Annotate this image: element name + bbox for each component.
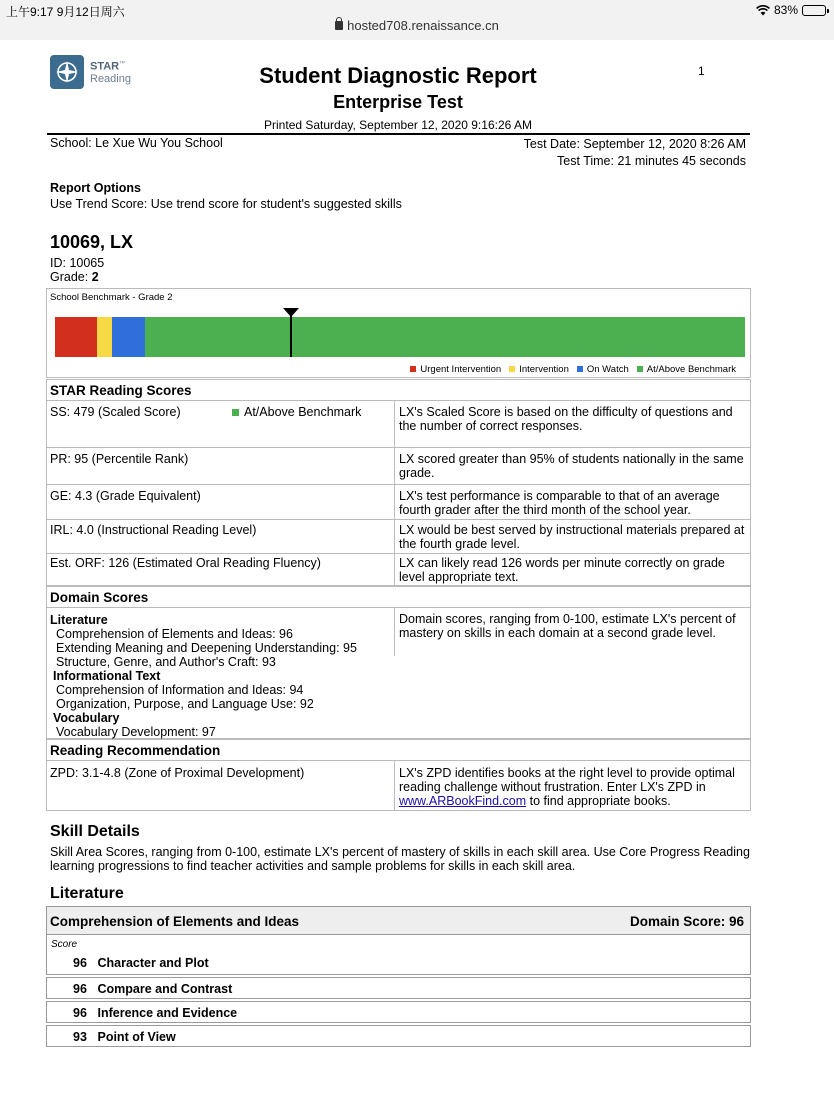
percentile-row (46, 447, 751, 485)
logo-brand: STAR (90, 60, 120, 73)
printed-date: Printed Saturday, September 12, 2020 9:16:26 AM (264, 118, 532, 132)
benchmark-segment (55, 317, 97, 357)
benchmark-segment (112, 317, 145, 357)
skill-name: Inference and Evidence (97, 1006, 238, 1020)
orf-desc: LX can likely read 126 words per minute correctly on grade level appropriate text. (394, 554, 751, 585)
legend-swatch-icon (577, 366, 583, 372)
zpd-desc (394, 761, 751, 810)
score-marker-icon (283, 308, 299, 317)
reading-recommendation-heading: Reading Recommendation (46, 739, 751, 761)
skill-name: Compare and Contrast (97, 982, 233, 996)
legend-swatch-icon (637, 366, 643, 372)
domain-lit-item: Comprehension of Elements and Ideas: 96 (56, 627, 293, 641)
legend-item (509, 364, 569, 375)
domain-lit-item: Structure, Genre, and Author's Craft: 93 (56, 655, 276, 669)
page-number: 1 (698, 64, 705, 78)
skill-row (46, 977, 751, 999)
legend-label: Intervention (519, 364, 569, 375)
legend-item (577, 364, 629, 375)
benchmark-segment (97, 317, 112, 357)
literature-heading: Literature (50, 885, 124, 902)
wifi-icon (756, 5, 770, 16)
lock-icon (335, 21, 343, 30)
test-time: Test Time: 21 minutes 45 seconds (557, 154, 746, 168)
legend-item (410, 364, 501, 375)
student-id: ID: 10065 (50, 256, 105, 270)
benchmark-bar (55, 317, 745, 357)
skill-score: 96 (73, 956, 87, 970)
domain-info-item: Comprehension of Information and Ideas: 94 (56, 683, 304, 697)
legend-swatch-icon (509, 366, 515, 372)
logo-trademark: ™ (119, 60, 126, 67)
domain-literature: Literature (50, 613, 108, 627)
grade-equivalent-row (46, 485, 751, 520)
zpd-desc-end: to find appropriate books. (526, 794, 671, 808)
skill-domain-header (46, 906, 751, 935)
domain-desc: Domain scores, ranging from 0-100, estimate LX's percent of mastery on skills in each domain at a second grade level. (394, 608, 751, 656)
legend-label: On Watch (586, 364, 629, 375)
domain-vocab-item: Vocabulary Development: 97 (56, 725, 216, 739)
status-bar (0, 0, 834, 20)
pr-desc: LX scored greater than 95% of students nationally in the same grade. (394, 448, 751, 484)
grade-label: Grade: (50, 270, 92, 284)
irl-label: IRL: 4.0 (Instructional Reading Level) (50, 523, 257, 537)
benchmark-panel (46, 288, 751, 378)
domain-scores-row (46, 608, 751, 739)
skill-score: 96 (73, 1006, 87, 1020)
domain-scores-heading: Domain Scores (46, 586, 751, 608)
ss-desc: LX's Scaled Score is based on the difficulty of questions and the number of correct responses. (394, 401, 751, 447)
ss-label: SS: 479 (Scaled Score) (50, 405, 181, 419)
battery-percent: 83% (773, 3, 798, 17)
legend-label: At/Above Benchmark (646, 364, 736, 375)
test-date: Test Date: September 12, 2020 8:26 AM (523, 137, 746, 151)
skill-details-heading: Skill Details (50, 823, 140, 840)
address-bar[interactable] (0, 18, 834, 36)
benchmark-label: School Benchmark - Grade 2 (50, 292, 173, 303)
status-right (756, 3, 826, 17)
ss-benchmark-tag (232, 405, 361, 419)
skill-domain-name: Comprehension of Elements and Ideas (50, 914, 300, 929)
student-grade (50, 270, 99, 284)
skill-row (46, 935, 751, 975)
domain-lit-item: Extending Meaning and Deepening Understanding: 95 (56, 641, 357, 655)
ge-label: GE: 4.3 (Grade Equivalent) (50, 489, 201, 503)
report-page (0, 40, 834, 1112)
scaled-score-row (46, 401, 751, 448)
domain-vocabulary: Vocabulary (53, 711, 120, 725)
benchmark-swatch-icon (232, 409, 239, 416)
school-name: School: Le Xue Wu You School (50, 136, 223, 150)
benchmark-segment (145, 317, 745, 357)
pr-label: PR: 95 (Percentile Rank) (50, 452, 189, 466)
skill-name: Character and Plot (97, 956, 209, 970)
skill-row (46, 1001, 751, 1023)
arbookfind-link[interactable]: www.ARBookFind.com (399, 794, 527, 808)
orf-label: Est. ORF: 126 (Estimated Oral Reading Fluency) (50, 556, 321, 570)
zpd-label: ZPD: 3.1-4.8 (Zone of Proximal Development) (50, 766, 305, 780)
grade-value: 2 (91, 270, 99, 284)
status-time: 上午9:17 9月12日周六 (6, 5, 125, 19)
score-marker-line (290, 310, 292, 357)
benchmark-legend (410, 364, 736, 375)
zpd-desc-text: LX's ZPD identifies books at the right level to provide optimal reading challenge without frustration. Enter LX's ZPD in (399, 766, 735, 794)
url-text: hosted708.renaissance.cn (347, 18, 499, 33)
skill-domain-score: Domain Score: 96 (629, 914, 744, 929)
skill-row (46, 1025, 751, 1047)
legend-label: Urgent Intervention (420, 364, 502, 375)
domain-list (50, 613, 395, 739)
irl-desc: LX would be best served by instructional materials prepared at the fourth grade level. (394, 520, 751, 553)
skill-score: 96 (73, 982, 87, 996)
ss-category: At/Above Benchmark (244, 405, 362, 419)
skill-name: Point of View (97, 1030, 176, 1044)
report-subtitle: Enterprise Test (333, 92, 463, 112)
header-divider (47, 133, 750, 135)
orf-row (46, 554, 751, 586)
skill-details-intro: Skill Area Scores, ranging from 0-100, estimate LX's percent of mastery of skills in each skill area. Use Core Progress Reading learning progressions to find teacher activities and sample problems for skills in each skill area. (50, 845, 750, 873)
ge-desc: LX's test performance is comparable to that of an average fourth grader after the third month of the school year. (394, 485, 751, 519)
zpd-row (46, 761, 751, 811)
report-options-heading: Report Options (50, 181, 141, 195)
legend-item (637, 364, 736, 375)
domain-informational: Informational Text (53, 669, 161, 683)
student-name: 10069, LX (50, 232, 134, 252)
score-column-label: Score (51, 939, 78, 950)
domain-info-item: Organization, Purpose, and Language Use: 92 (56, 697, 314, 711)
legend-swatch-icon (410, 366, 416, 372)
report-options-value: Use Trend Score: Use trend score for student's suggested skills (50, 197, 402, 211)
logo-product: Reading (90, 73, 131, 86)
star-scores-heading: STAR Reading Scores (46, 379, 751, 401)
test-info (524, 136, 746, 170)
skill-score: 93 (73, 1030, 87, 1044)
battery-icon (802, 5, 826, 16)
report-title: Student Diagnostic Report (259, 63, 537, 88)
irl-row (46, 520, 751, 554)
